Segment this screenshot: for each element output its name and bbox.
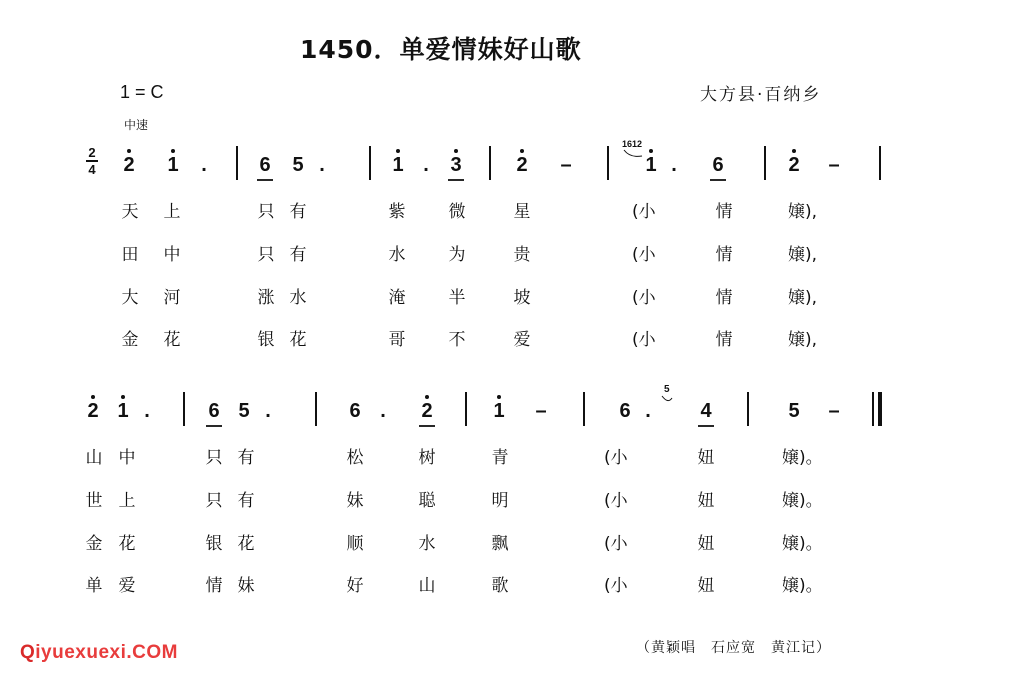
note: 4 [700, 400, 712, 422]
watermark-rest: iyuexuexi.COM [35, 642, 178, 663]
octave-dot [425, 395, 429, 399]
region-label: 大方县·百纳乡 [700, 85, 822, 105]
note: 2 [516, 154, 528, 176]
note: 6 [208, 400, 220, 422]
site-watermark [20, 642, 178, 664]
octave-dot [649, 149, 653, 153]
note: 2 [87, 400, 99, 422]
time-signature-top: 2 [88, 145, 96, 160]
note-dot: . [423, 154, 429, 176]
note-dot: . [319, 154, 325, 176]
watermark-prefix: Q [20, 642, 36, 663]
note: 5 [292, 154, 304, 176]
grace-notes: 1612 [622, 139, 643, 149]
credit-line: （黄颖唱 石应宽 黄江记） [636, 640, 831, 656]
time-signature-bottom: 4 [88, 162, 96, 177]
octave-dot [127, 149, 131, 153]
tempo-marking: 中速 [124, 118, 149, 132]
note-dot: . [144, 400, 150, 422]
note: 2 [421, 400, 433, 422]
note: 5 [788, 400, 800, 422]
note: 3 [450, 154, 462, 176]
note-dash: – [535, 400, 547, 422]
key-signature: 1 = C [120, 82, 164, 102]
octave-dot [91, 395, 95, 399]
note: 1 [117, 400, 129, 422]
note-dash: – [560, 154, 572, 176]
note-dot: . [645, 400, 651, 422]
note: 6 [259, 154, 271, 176]
note-dot: . [671, 154, 677, 176]
grace-note: 5 [664, 384, 670, 395]
note: 6 [349, 400, 361, 422]
octave-dot [171, 149, 175, 153]
song-title: 1450．单爱情妹好山歌 [300, 35, 582, 64]
note-dot: . [265, 400, 271, 422]
note-dot: . [201, 154, 207, 176]
note: 1 [167, 154, 179, 176]
note-dash: – [828, 154, 840, 176]
octave-dot [454, 149, 458, 153]
octave-dot [497, 395, 501, 399]
grace-slur [624, 150, 642, 156]
note: 5 [238, 400, 250, 422]
note: 1 [392, 154, 404, 176]
note-dash: – [828, 400, 840, 422]
note: 2 [123, 154, 135, 176]
octave-dot [520, 149, 524, 153]
note: 6 [712, 154, 724, 176]
note: 6 [619, 400, 631, 422]
note: 1 [493, 400, 505, 422]
note: 1 [645, 154, 657, 176]
note-dot: . [380, 400, 386, 422]
octave-dot [792, 149, 796, 153]
note: 2 [788, 154, 800, 176]
grace-slur [662, 396, 672, 401]
octave-dot [396, 149, 400, 153]
octave-dot [121, 395, 125, 399]
final-barline [878, 392, 882, 426]
